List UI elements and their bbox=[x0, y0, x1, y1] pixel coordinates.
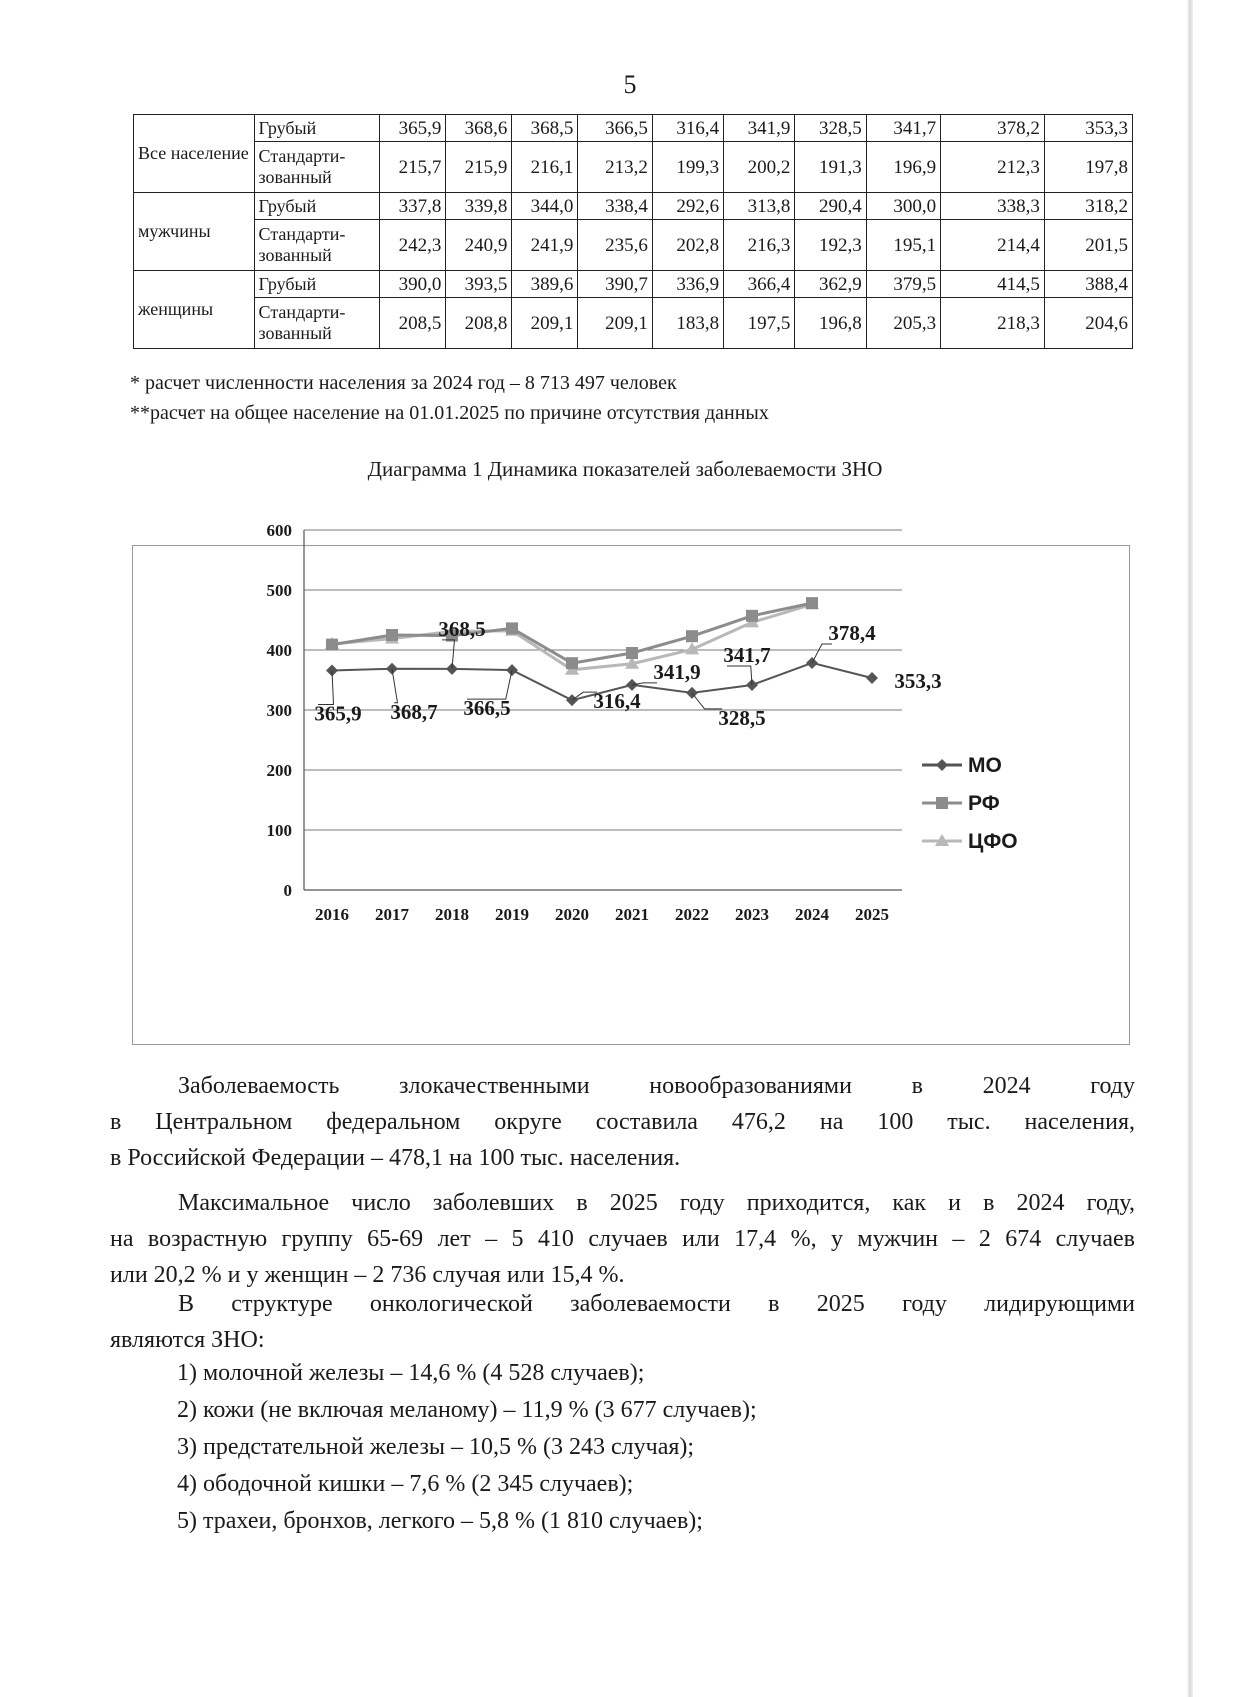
data-point bbox=[506, 622, 518, 634]
table-cell: 366,5 bbox=[578, 115, 652, 142]
table-row bbox=[134, 298, 1133, 349]
table-cell: 393,5 bbox=[446, 271, 512, 298]
table-row bbox=[134, 220, 1133, 271]
table-kind-label: Стандарти-зованный bbox=[254, 142, 380, 193]
table-cell: 300,0 bbox=[866, 193, 940, 220]
table-cell: 337,8 bbox=[380, 193, 446, 220]
table-cell: 344,0 bbox=[512, 193, 578, 220]
legend-label: ЦФО bbox=[968, 830, 1018, 853]
y-tick-label: 200 bbox=[266, 761, 292, 780]
data-point bbox=[866, 672, 878, 684]
table-cell: 388,4 bbox=[1044, 271, 1132, 298]
data-point bbox=[626, 647, 638, 659]
data-point bbox=[806, 597, 818, 609]
data-label: 341,9 bbox=[653, 659, 701, 684]
data-point bbox=[806, 657, 818, 669]
table-cell: 341,7 bbox=[866, 115, 940, 142]
y-tick-label: 100 bbox=[266, 821, 292, 840]
list-item-2: 2) кожи (не включая меланому) – 11,9 % (3 677 случаев); bbox=[177, 1397, 757, 1423]
table-cell: 365,9 bbox=[380, 115, 446, 142]
table-cell: 200,2 bbox=[724, 142, 795, 193]
table-cell: 196,9 bbox=[866, 142, 940, 193]
table-row bbox=[134, 193, 1133, 220]
footnote-1: * расчет численности населения за 2024 год – 8 713 497 человек bbox=[130, 372, 677, 394]
table-kind-label: Грубый bbox=[254, 115, 380, 142]
footnote-2: **расчет на общее население на 01.01.2025 по причине отсутствия данных bbox=[130, 402, 769, 424]
page-number: 5 bbox=[623, 70, 637, 99]
paragraph-3-line-2: являются ЗНО: bbox=[110, 1327, 265, 1353]
table-cell: 336,9 bbox=[652, 271, 723, 298]
data-point bbox=[686, 630, 698, 642]
table-cell: 240,9 bbox=[446, 220, 512, 271]
table-cell: 212,3 bbox=[941, 142, 1045, 193]
table-row bbox=[134, 115, 1133, 142]
paragraph-1-line-2: в Центральном федеральном округе составила 476,2 на 100 тыс. населения, bbox=[110, 1109, 1135, 1135]
data-point bbox=[746, 610, 758, 622]
y-tick-label: 400 bbox=[266, 641, 292, 660]
table-cell: 390,0 bbox=[380, 271, 446, 298]
table-cell: 242,3 bbox=[380, 220, 446, 271]
table-cell: 183,8 bbox=[652, 298, 723, 349]
data-point bbox=[566, 694, 578, 706]
table-kind-label: Грубый bbox=[254, 193, 380, 220]
incidence-table bbox=[133, 114, 1133, 349]
x-tick-label: 2024 bbox=[795, 905, 829, 924]
list-item-4: 4) ободочной кишки – 7,6 % (2 345 случаев); bbox=[177, 1471, 634, 1497]
table-cell: 366,4 bbox=[724, 271, 795, 298]
data-label: 368,5 bbox=[438, 616, 486, 641]
table-cell: 215,9 bbox=[446, 142, 512, 193]
data-point bbox=[566, 657, 578, 669]
x-tick-label: 2016 bbox=[315, 905, 349, 924]
table-cell: 414,5 bbox=[941, 271, 1045, 298]
legend-label: РФ bbox=[968, 792, 1000, 815]
y-tick-label: 500 bbox=[266, 581, 292, 600]
table-cell: 316,4 bbox=[652, 115, 723, 142]
table-cell: 215,7 bbox=[380, 142, 446, 193]
incidence-line-chart bbox=[132, 521, 1130, 1045]
table-cell: 199,3 bbox=[652, 142, 723, 193]
data-label: 368,7 bbox=[390, 699, 438, 724]
table-cell: 191,3 bbox=[795, 142, 866, 193]
data-point bbox=[506, 664, 518, 676]
paragraph-1 bbox=[110, 1068, 1135, 1176]
paragraph-2-line-1: Максимальное число заболевших в 2025 году приходится, как и в 2024 году, bbox=[178, 1190, 1135, 1216]
data-label-leader bbox=[442, 640, 455, 669]
table-cell: 353,3 bbox=[1044, 115, 1132, 142]
data-label: 316,4 bbox=[593, 689, 641, 714]
table-cell: 209,1 bbox=[578, 298, 652, 349]
table-group-label: Все население bbox=[134, 115, 255, 193]
table-kind-label: Грубый bbox=[254, 271, 380, 298]
table-kind-label: Стандарти-зованный bbox=[254, 220, 380, 271]
list-item-5: 5) трахеи, бронхов, легкого – 5,8 % (1 810 случаев); bbox=[177, 1508, 703, 1534]
table-cell: 339,8 bbox=[446, 193, 512, 220]
data-label: 341,7 bbox=[723, 642, 771, 667]
list-item-3: 3) предстательной железы – 10,5 % (3 243 случая); bbox=[177, 1434, 695, 1460]
data-label: 353,3 bbox=[894, 669, 942, 694]
table-row bbox=[134, 271, 1133, 298]
y-tick-label: 600 bbox=[266, 521, 292, 540]
table-kind-label: Стандарти-зованный bbox=[254, 298, 380, 349]
paragraph-3 bbox=[110, 1286, 1135, 1358]
table-cell: 379,5 bbox=[866, 271, 940, 298]
table-cell: 208,8 bbox=[446, 298, 512, 349]
paragraph-3-line-1: В структуре онкологической заболеваемости в 2025 году лидирующими bbox=[178, 1291, 1135, 1317]
table-cell: 192,3 bbox=[795, 220, 866, 271]
table-cell: 201,5 bbox=[1044, 220, 1132, 271]
table-row bbox=[134, 142, 1133, 193]
table-cell: 235,6 bbox=[578, 220, 652, 271]
table-cell: 313,8 bbox=[724, 193, 795, 220]
table-cell: 338,3 bbox=[941, 193, 1045, 220]
data-label-leader bbox=[392, 669, 398, 703]
table-cell: 368,6 bbox=[446, 115, 512, 142]
table-group-label: женщины bbox=[134, 271, 255, 349]
data-label-leader bbox=[727, 666, 752, 685]
scan-edge bbox=[1187, 0, 1193, 1697]
x-tick-label: 2023 bbox=[735, 905, 769, 924]
table-cell: 202,8 bbox=[652, 220, 723, 271]
paragraph-2-line-3: или 20,2 % и у женщин – 2 736 случая или 15,4 %. bbox=[110, 1262, 625, 1288]
table-cell: 390,7 bbox=[578, 271, 652, 298]
paragraph-2-line-2: на возрастную группу 65-69 лет – 5 410 случаев или 17,4 %, у мужчин – 2 674 случаев bbox=[110, 1226, 1135, 1252]
table-cell: 328,5 bbox=[795, 115, 866, 142]
x-tick-label: 2022 bbox=[675, 905, 709, 924]
x-tick-label: 2017 bbox=[375, 905, 409, 924]
table-cell: 290,4 bbox=[795, 193, 866, 220]
y-tick-label: 0 bbox=[283, 881, 292, 900]
table-cell: 196,8 bbox=[795, 298, 866, 349]
table-cell: 338,4 bbox=[578, 193, 652, 220]
data-label: 365,9 bbox=[314, 701, 362, 726]
table-cell: 341,9 bbox=[724, 115, 795, 142]
table-cell: 318,2 bbox=[1044, 193, 1132, 220]
x-tick-label: 2025 bbox=[855, 905, 889, 924]
table-cell: 292,6 bbox=[652, 193, 723, 220]
x-tick-label: 2018 bbox=[435, 905, 469, 924]
table-cell: 204,6 bbox=[1044, 298, 1132, 349]
x-tick-label: 2019 bbox=[495, 905, 529, 924]
paragraph-1-line-3: в Российской Федерации – 478,1 на 100 тыс. населения. bbox=[110, 1145, 681, 1171]
table-cell: 241,9 bbox=[512, 220, 578, 271]
table-cell: 209,1 bbox=[512, 298, 578, 349]
table-cell: 213,2 bbox=[578, 142, 652, 193]
table-cell: 368,5 bbox=[512, 115, 578, 142]
data-label: 328,5 bbox=[718, 705, 766, 730]
paragraph-2 bbox=[110, 1185, 1135, 1293]
data-point bbox=[326, 639, 338, 651]
legend-label: МО bbox=[968, 754, 1002, 777]
table-cell: 197,8 bbox=[1044, 142, 1132, 193]
x-tick-label: 2021 bbox=[615, 905, 649, 924]
list-item-1: 1) молочной железы – 14,6 % (4 528 случаев); bbox=[177, 1360, 645, 1386]
data-point bbox=[936, 797, 948, 809]
table-cell: 195,1 bbox=[866, 220, 940, 271]
data-label: 366,5 bbox=[463, 696, 511, 721]
table-cell: 218,3 bbox=[941, 298, 1045, 349]
table-cell: 208,5 bbox=[380, 298, 446, 349]
y-tick-label: 300 bbox=[266, 701, 292, 720]
table-cell: 378,2 bbox=[941, 115, 1045, 142]
data-point bbox=[936, 759, 948, 771]
paragraph-1-line-1: Заболеваемость злокачественными новообразованиями в 2024 году bbox=[178, 1073, 1135, 1099]
diagram-caption: Диаграмма 1 Динамика показателей заболеваемости ЗНО bbox=[367, 457, 883, 481]
table-cell: 362,9 bbox=[795, 271, 866, 298]
x-tick-label: 2020 bbox=[555, 905, 589, 924]
data-point bbox=[386, 629, 398, 641]
data-label: 378,4 bbox=[828, 620, 876, 645]
table-group-label: мужчины bbox=[134, 193, 255, 271]
table-cell: 216,3 bbox=[724, 220, 795, 271]
table-cell: 197,5 bbox=[724, 298, 795, 349]
table-cell: 216,1 bbox=[512, 142, 578, 193]
data-label-leader bbox=[467, 670, 512, 699]
table-cell: 214,4 bbox=[941, 220, 1045, 271]
table-cell: 205,3 bbox=[866, 298, 940, 349]
table-cell: 389,6 bbox=[512, 271, 578, 298]
